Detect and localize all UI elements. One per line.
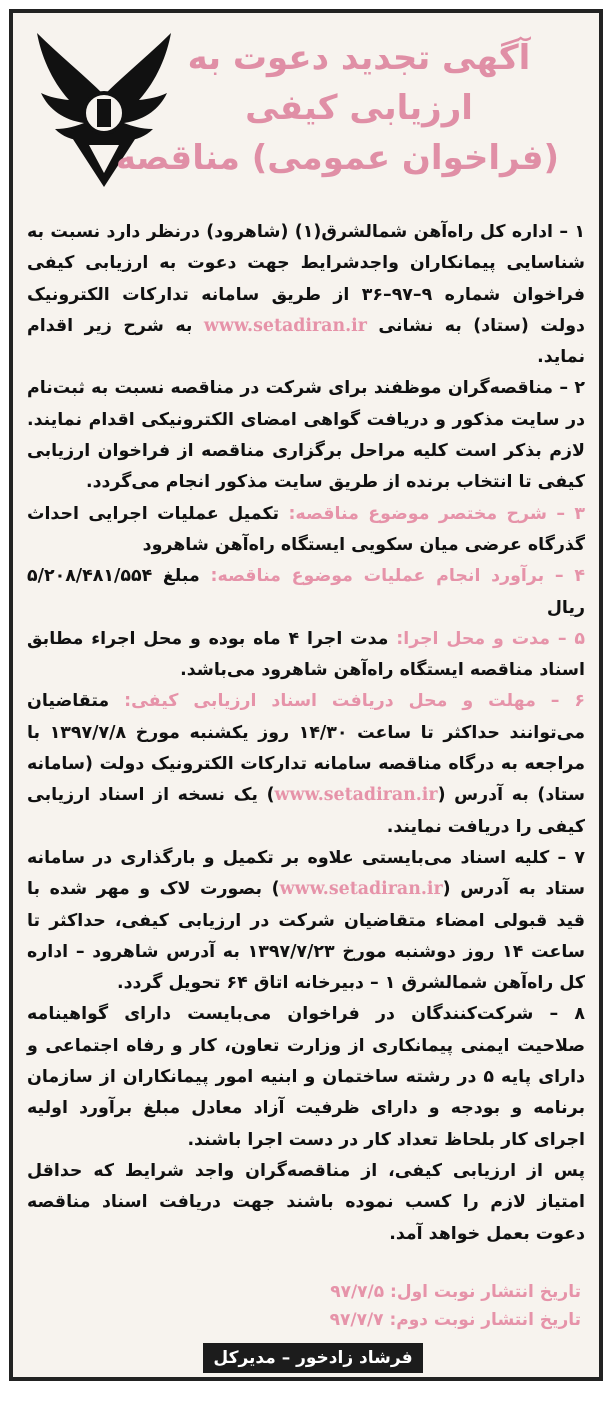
section-8: ۸ – شرکت‌کنندگان در فراخوان می‌بایست دارای گواهینامه صلاحیت ایمنی پیمانکاری از وزارت تعاون، کار و رفاه اجتماعی و دارای پایه ۵ در رشته ساختمان و ابنیه امور پیمانکاران از سازمان برنامه و بودجه و دارای ظرفیت آزاد معادل مبلغ برآورد اولیه اجرای کار بلحاظ تعداد کار در دست اجرا باشند.	[27, 1004, 585, 1150]
notice-title	[115, 33, 559, 183]
section-7-text: ۷ – کلیه اسناد می‌بایستی علاوه بر تکمیل و بارگذاری در سامانه ستاد به آدرس (	[27, 847, 585, 900]
notice-header	[13, 13, 599, 211]
section-3	[27, 499, 585, 562]
section-3-label: ۳ – شرح مختصر موضوع مناقصه:	[288, 503, 585, 524]
title-line-3: (فراخوان عمومی) مناقصه	[115, 138, 559, 178]
title-line-2: ارزیابی کیفی	[245, 88, 473, 128]
first-publication-date: تاریخ انتشار نوبت اول: ۹۷/۷/۵	[330, 1282, 581, 1302]
second-publication-date: تاریخ انتشار نوبت دوم: ۹۷/۷/۷	[329, 1310, 581, 1330]
signature-bar: فرشاد زادخور – مدیرکل	[203, 1343, 423, 1373]
section-1-text-end: به شرح زیر اقدام نماید.	[27, 315, 585, 368]
section-6-text: متقاضیان می‌توانند حداکثر تا ساعت ۱۴/۳۰ روز یکشنبه مورخ ۱۳۹۷/۷/۸ با مراجعه به درگاه مناقصه سامانه تدارکات الکترونیک دولت (سامانه ستاد) به آدرس (	[27, 691, 586, 806]
tender-notice	[9, 9, 603, 1381]
section-6	[27, 686, 585, 842]
section-1	[27, 217, 585, 373]
section-7	[27, 843, 585, 999]
section-3-text: تکمیل عملیات اجرایی احداث گذرگاه عرضی میان سکویی ایستگاه راه‌آهن شاهرود	[27, 503, 585, 555]
closing-paragraph: پس از ارزیابی کیفی، از مناقصه‌گران واجد شرایط که حداقل امتیاز لازم را کسب نموده باشند جهت دریافت اسناد مناقصه دعوت بعمل خواهد آمد.	[27, 1160, 585, 1244]
section-7-text-end: ) بصورت لاک و مهر شده با قید قبولی امضاء متقاضیان شرکت در ارزیابی کیفی، حداکثر تا ساعت ۱۴ روز دوشنبه مورخ ۱۳۹۷/۷/۲۳ به آدرس شاهرود – اداره کل راه‌آهن شمالشرق ۱ – دبیرخانه اتاق ۶۴ تحویل گردد.	[27, 879, 585, 994]
section-5-label: ۵ – مدت و محل اجرا:	[396, 628, 585, 649]
section-2: ۲ – مناقصه‌گران موظفند برای شرکت در مناقصه نسبت به ثبت‌نام در سایت مذکور و دریافت گواهی امضای الکترونیکی اقدام نمایند. لازم بذکر است کلیه مراحل برگزاری مناقصه از فراخوان ارزیابی کیفی تا انتخاب برنده از طریق سایت مذکور انجام می‌گردد.	[27, 378, 585, 493]
section-6-text-end: ) یک نسخه از اسناد ارزیابی کیفی را دریافت نمایند.	[27, 785, 585, 837]
notice-body	[27, 217, 585, 1250]
section-4	[27, 561, 585, 624]
section-5-text: مدت اجرا ۴ ماه بوده و محل اجراء مطابق اسناد مناقصه ایستگاه راه‌آهن شاهرود می‌باشد.	[27, 628, 585, 681]
section-6-label: ۶ – مهلت و محل دریافت اسناد ارزیابی کیفی:	[124, 691, 585, 712]
title-line-1: آگهی تجدید دعوت به	[187, 38, 531, 78]
section-4-label: ۴ – برآورد انجام عملیات موضوع مناقصه:	[210, 566, 585, 587]
setadiran-link[interactable]: www.setadiran.ir	[279, 879, 443, 900]
section-5	[27, 624, 585, 687]
setadiran-link[interactable]: www.setadiran.ir	[203, 315, 367, 336]
setadiran-link[interactable]: www.setadiran.ir	[274, 785, 438, 806]
section-1-text: ۱ – اداره کل راه‌آهن شمالشرق(۱) (شاهرود) درنظر دارد نسبت به شناسایی پیمانکاران واجدشرایط جهت دعوت به ارزیابی کیفی فراخوان شماره ۹–۹۷–۳۶ از طریق سامانه تدارکات الکترونیک دولت (ستاد) به نشانی	[27, 222, 585, 336]
publication-dates	[330, 1278, 581, 1334]
section-4-text: مبلغ ۵/۲۰۸/۴۸۱/۵۵۴ ریال	[27, 566, 585, 618]
